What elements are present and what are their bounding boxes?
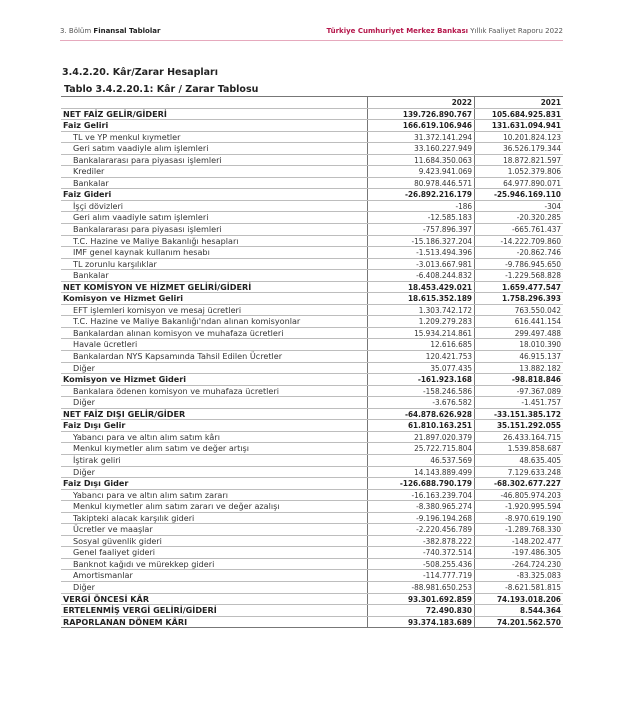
row-label: Amortismanlar [61, 570, 368, 582]
value-2022: -9.196.194.268 [368, 512, 475, 524]
table-header-row [61, 97, 563, 109]
value-2022: 18.615.352.189 [368, 293, 475, 305]
table-row [61, 512, 563, 524]
value-2021: -83.325.083 [475, 570, 564, 582]
value-2021: 74.201.562.570 [475, 616, 564, 628]
row-label: İşçi dövizleri [61, 200, 368, 212]
value-2022: -64.878.626.928 [368, 408, 475, 420]
value-2022: -88.981.650.253 [368, 581, 475, 593]
value-2021: -148.202.477 [475, 535, 564, 547]
value-2021: 8.544.364 [475, 605, 564, 617]
table-row [61, 235, 563, 247]
table-row [61, 431, 563, 443]
value-2021: 1.539.858.687 [475, 443, 564, 455]
row-label: T.C. Hazine ve Maliye Bakanlığı hesapları [61, 235, 368, 247]
value-2021: 299.497.488 [475, 327, 564, 339]
table-row [61, 339, 563, 351]
row-label: Bankalar [61, 177, 368, 189]
value-2021: 74.193.018.206 [475, 593, 564, 605]
row-label: TL ve YP menkul kıymetler [61, 131, 368, 143]
table-row [61, 374, 563, 386]
value-2021: 46.915.137 [475, 351, 564, 363]
row-label: Genel faaliyet gideri [61, 547, 368, 559]
value-2021: 763.550.042 [475, 304, 564, 316]
value-2021: -264.724.230 [475, 558, 564, 570]
row-label: Bankalararası para piyasası işlemleri [61, 154, 368, 166]
table-row [61, 304, 563, 316]
value-2021: -98.818.846 [475, 374, 564, 386]
row-label: EFT işlemleri komisyon ve mesaj ücretleri [61, 304, 368, 316]
table-row [61, 281, 563, 293]
value-2022: 25.722.715.804 [368, 443, 475, 455]
header-divider [60, 40, 563, 41]
row-label: Faiz Dışı Gider [61, 478, 368, 490]
value-2022: -1.513.494.396 [368, 247, 475, 259]
table-row [61, 524, 563, 536]
value-2022: 12.616.685 [368, 339, 475, 351]
row-label: Faiz Gideri [61, 189, 368, 201]
row-label: Faiz Geliri [61, 120, 368, 132]
row-label: Yabancı para ve altın alım satım zararı [61, 489, 368, 501]
row-label: RAPORLANAN DÖNEM KÂRI [61, 616, 368, 628]
value-2022: -740.372.514 [368, 547, 475, 559]
table-row [61, 154, 563, 166]
value-2021: -25.946.169.110 [475, 189, 564, 201]
table-row [61, 466, 563, 478]
header-org-name: Türkiye Cumhuriyet Merkez Bankası [326, 27, 469, 35]
value-2021: 1.758.296.393 [475, 293, 564, 305]
value-2021: -20.862.746 [475, 247, 564, 259]
table-row [61, 224, 563, 236]
value-2022: -161.923.168 [368, 374, 475, 386]
value-2021: -33.151.385.172 [475, 408, 564, 420]
row-label: Diğer [61, 397, 368, 409]
value-2021: 18.010.390 [475, 339, 564, 351]
table-row [61, 489, 563, 501]
table-row [61, 558, 563, 570]
row-label: Geri satım vaadiyle alım işlemleri [61, 143, 368, 155]
table-row [61, 385, 563, 397]
value-2021: -46.805.974.203 [475, 489, 564, 501]
value-2021: -97.367.089 [475, 385, 564, 397]
value-2022: -6.408.244.832 [368, 270, 475, 282]
value-2022: 1.209.279.283 [368, 316, 475, 328]
value-2022: -114.777.719 [368, 570, 475, 582]
value-2021: -20.320.285 [475, 212, 564, 224]
row-label: Menkul kıymetler alım satım ve değer artışı [61, 443, 368, 455]
value-2021: -197.486.305 [475, 547, 564, 559]
table-row [61, 189, 563, 201]
header-report: Türkiye Cumhuriyet Merkez Bankası Yıllık Faaliyet Raporu 2022 [326, 27, 563, 35]
table-row [61, 478, 563, 490]
value-2021: -665.761.437 [475, 224, 564, 236]
table-row [61, 177, 563, 189]
row-label: Diğer [61, 466, 368, 478]
value-2021: -8.970.619.190 [475, 512, 564, 524]
value-2022: -186 [368, 200, 475, 212]
header-section: 3. Bölüm Finansal Tablolar [60, 27, 161, 35]
table-row [61, 535, 563, 547]
row-label: Takipteki alacak karşılık gideri [61, 512, 368, 524]
row-label: Bankalararası para piyasası işlemleri [61, 224, 368, 236]
row-label: Ücretler ve maaşlar [61, 524, 368, 536]
table-row [61, 212, 563, 224]
value-2021: 35.151.292.055 [475, 420, 564, 432]
table-row [61, 570, 563, 582]
table-row [61, 166, 563, 178]
value-2022: 21.897.020.379 [368, 431, 475, 443]
row-label: Havale ücretleri [61, 339, 368, 351]
row-label: NET KOMİSYON VE HİZMET GELİRİ/GİDERİ [61, 281, 368, 293]
value-2021: -1.289.768.330 [475, 524, 564, 536]
value-2022: 31.372.141.294 [368, 131, 475, 143]
table-row [61, 258, 563, 270]
value-2021: 13.882.182 [475, 362, 564, 374]
row-label: ERTELENMİŞ VERGİ GELİRİ/GİDERİ [61, 605, 368, 617]
row-label: T.C. Hazine ve Maliye Bakanlığı'ndan alınan komisyonlar [61, 316, 368, 328]
row-label: Banknot kağıdı ve mürekkep gideri [61, 558, 368, 570]
value-2022: 61.810.163.251 [368, 420, 475, 432]
value-2021: 10.201.824.123 [475, 131, 564, 143]
row-label: TL zorunlu karşılıklar [61, 258, 368, 270]
value-2021: 18.872.821.597 [475, 154, 564, 166]
value-2022: 80.978.446.571 [368, 177, 475, 189]
table-row [61, 108, 563, 120]
value-2022: 9.423.941.069 [368, 166, 475, 178]
header-2021: 2021 [475, 97, 564, 109]
value-2022: 33.160.227.949 [368, 143, 475, 155]
table-row [61, 454, 563, 466]
value-2022: 35.077.435 [368, 362, 475, 374]
value-2022: 46.537.569 [368, 454, 475, 466]
value-2022: 93.374.183.689 [368, 616, 475, 628]
profit-loss-table [61, 96, 563, 628]
table-row [61, 327, 563, 339]
table-row [61, 131, 563, 143]
row-label: Bankalara ödenen komisyon ve muhafaza ücretleri [61, 385, 368, 397]
value-2022: 1.303.742.172 [368, 304, 475, 316]
row-label: NET FAİZ DIŞI GELİR/GİDER [61, 408, 368, 420]
value-2021: -1.920.995.594 [475, 501, 564, 513]
table-row [61, 351, 563, 363]
table-row [61, 247, 563, 259]
value-2022: -15.186.327.204 [368, 235, 475, 247]
value-2022: -2.220.456.789 [368, 524, 475, 536]
value-2021: -9.786.945.650 [475, 258, 564, 270]
value-2022: -12.585.183 [368, 212, 475, 224]
value-2021: -1.451.757 [475, 397, 564, 409]
row-label: Bankalardan alınan komisyon ve muhafaza ücretleri [61, 327, 368, 339]
row-label: Faiz Dışı Gelir [61, 420, 368, 432]
table-row [61, 593, 563, 605]
value-2022: -757.896.397 [368, 224, 475, 236]
value-2021: -68.302.677.227 [475, 478, 564, 490]
row-label: Sosyal güvenlik gideri [61, 535, 368, 547]
value-2022: 15.934.214.861 [368, 327, 475, 339]
row-label: Bankalar [61, 270, 368, 282]
table-row [61, 397, 563, 409]
value-2021: 1.052.379.806 [475, 166, 564, 178]
table-row [61, 362, 563, 374]
table-row [61, 293, 563, 305]
row-label: Geri alım vaadiyle satım işlemleri [61, 212, 368, 224]
header-label-cell [61, 97, 368, 109]
table-row [61, 616, 563, 628]
table-row [61, 408, 563, 420]
value-2022: -16.163.239.704 [368, 489, 475, 501]
table-row [61, 200, 563, 212]
value-2022: 139.726.890.767 [368, 108, 475, 120]
table-row [61, 420, 563, 432]
table-row [61, 547, 563, 559]
row-label: Menkul kıymetler alım satım zararı ve değer azalışı [61, 501, 368, 513]
value-2022: 18.453.429.021 [368, 281, 475, 293]
value-2022: -382.878.222 [368, 535, 475, 547]
value-2022: 72.490.830 [368, 605, 475, 617]
value-2022: -3.676.582 [368, 397, 475, 409]
row-label: Yabancı para ve altın alım satım kârı [61, 431, 368, 443]
row-label: Diğer [61, 362, 368, 374]
value-2021: 131.631.094.941 [475, 120, 564, 132]
row-label: Bankalardan NYS Kapsamında Tahsil Edilen Ücretler [61, 351, 368, 363]
value-2022: 93.301.692.859 [368, 593, 475, 605]
value-2021: 7.129.633.248 [475, 466, 564, 478]
value-2021: 64.977.890.071 [475, 177, 564, 189]
value-2021: 616.441.154 [475, 316, 564, 328]
row-label: NET FAİZ GELİR/GİDERİ [61, 108, 368, 120]
value-2021: 105.684.925.831 [475, 108, 564, 120]
value-2021: -8.621.581.815 [475, 581, 564, 593]
row-label: Komisyon ve Hizmet Geliri [61, 293, 368, 305]
header-section-name: Finansal Tablolar [93, 27, 161, 35]
value-2021: -14.222.709.860 [475, 235, 564, 247]
table-row [61, 443, 563, 455]
value-2022: 166.619.106.946 [368, 120, 475, 132]
value-2021: -304 [475, 200, 564, 212]
row-label: İştirak geliri [61, 454, 368, 466]
row-label: Diğer [61, 581, 368, 593]
table-title: Tablo 3.4.2.20.1: Kâr / Zarar Tablosu [64, 84, 259, 95]
row-label: Krediler [61, 166, 368, 178]
row-label: IMF genel kaynak kullanım hesabı [61, 247, 368, 259]
row-label: Komisyon ve Hizmet Gideri [61, 374, 368, 386]
table-row [61, 501, 563, 513]
table-row [61, 316, 563, 328]
value-2022: -3.013.667.981 [368, 258, 475, 270]
value-2022: -508.255.436 [368, 558, 475, 570]
value-2021: 26.433.164.715 [475, 431, 564, 443]
value-2022: -158.246.586 [368, 385, 475, 397]
table-row [61, 143, 563, 155]
value-2021: -1.229.568.828 [475, 270, 564, 282]
value-2022: 11.684.350.063 [368, 154, 475, 166]
value-2021: 36.526.179.344 [475, 143, 564, 155]
value-2022: 120.421.753 [368, 351, 475, 363]
value-2022: -26.892.216.179 [368, 189, 475, 201]
value-2021: 1.659.477.547 [475, 281, 564, 293]
table-row [61, 605, 563, 617]
value-2022: 14.143.889.499 [368, 466, 475, 478]
table-row [61, 581, 563, 593]
section-title: 3.4.2.20. Kâr/Zarar Hesapları [62, 67, 218, 78]
row-label: VERGİ ÖNCESİ KÂR [61, 593, 368, 605]
header-2022: 2022 [368, 97, 475, 109]
value-2022: -126.688.790.179 [368, 478, 475, 490]
value-2022: -8.380.965.274 [368, 501, 475, 513]
table-row [61, 120, 563, 132]
value-2021: 48.635.405 [475, 454, 564, 466]
table-row [61, 270, 563, 282]
